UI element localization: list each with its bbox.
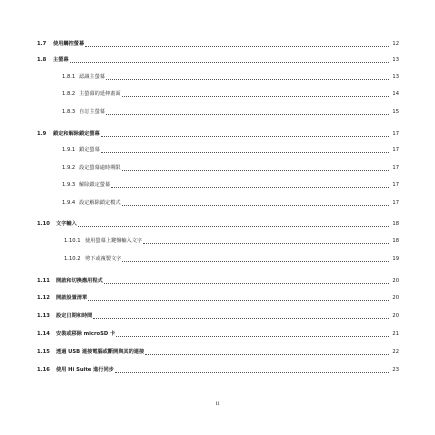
toc-entry-title: 設定日期和時間 — [56, 313, 93, 319]
toc-entry-number: 1.11 — [37, 278, 50, 284]
dot-leader — [106, 79, 389, 80]
toc-entry-page-number: 20 — [392, 278, 399, 284]
toc-entry — [0, 106, 435, 118]
dot-leader — [85, 46, 389, 47]
toc-entry-page-number: 13 — [392, 74, 399, 80]
toc-entry-number: 1.10 — [37, 221, 50, 227]
toc-entry — [0, 128, 435, 140]
toc-entry-title: 安裝或移除 microSD 卡 — [56, 331, 116, 337]
toc-entry-number: 1.8.1 — [62, 74, 76, 80]
toc-entry-title: 主螢幕 — [53, 57, 69, 63]
toc-entry-number: 1.15 — [37, 349, 50, 355]
toc-entry-number: 1.8.3 — [62, 109, 76, 115]
toc-entry-number: 1.9.2 — [62, 165, 76, 171]
toc-entry-number: 1.9.3 — [62, 182, 76, 188]
toc-entry — [0, 71, 435, 83]
toc-entry-title: 主螢幕的延伸畫面 — [79, 91, 121, 97]
toc-entry-title: 使用 Hi Suite 進行同步 — [56, 367, 114, 373]
toc-entry-page-number: 15 — [392, 109, 399, 115]
dot-leader — [116, 336, 389, 337]
toc-entry-title: 設定螢幕逾時期限 — [79, 165, 121, 171]
toc-entry-page-number: 23 — [392, 367, 399, 373]
toc-entry-page-number: 14 — [392, 91, 399, 97]
dot-leader — [122, 170, 389, 171]
toc-entry — [0, 38, 435, 50]
toc-entry-page-number: 20 — [392, 313, 399, 319]
toc-entry-title: 開啟設置清單 — [56, 295, 88, 301]
toc-entry-title: 認識主螢幕 — [79, 74, 105, 80]
toc-entry-number: 1.13 — [37, 313, 50, 319]
toc-entry-title: 使用觸控螢幕 — [53, 41, 85, 47]
toc-entry-number: 1.10.2 — [64, 256, 81, 262]
toc-entry-page-number: 18 — [392, 238, 399, 244]
toc-entry-title: 自訂主螢幕 — [79, 109, 105, 115]
dot-leader — [122, 96, 389, 97]
toc-entry — [0, 88, 435, 100]
toc-entry-page-number: 21 — [392, 331, 399, 337]
toc-entry-page-number: 17 — [392, 182, 399, 188]
toc-entry-title: 鎖定和解除鎖定螢幕 — [53, 131, 100, 137]
toc-entry-page-number: 17 — [392, 165, 399, 171]
toc-entry — [0, 218, 435, 230]
toc-entry-number: 1.8.2 — [62, 91, 76, 97]
toc-entry-number: 1.8 — [37, 57, 47, 63]
toc-entry — [0, 346, 435, 358]
toc-entry-page-number: 17 — [392, 147, 399, 153]
toc-entry-page-number: 20 — [392, 295, 399, 301]
toc-entry-number: 1.9.1 — [62, 147, 76, 153]
toc-entry-title: 透過 USB 連接電腦或斷開與其的連接 — [56, 349, 145, 355]
dot-leader — [111, 187, 389, 188]
toc-entry — [0, 162, 435, 174]
toc-entry-number: 1.7 — [37, 41, 47, 47]
toc-entry-number: 1.10.1 — [64, 238, 81, 244]
page-number-footer: ii — [215, 401, 220, 407]
dot-leader — [122, 261, 389, 262]
toc-entry-page-number: 12 — [392, 41, 399, 47]
toc-entry-page-number: 22 — [392, 349, 399, 355]
toc-entry — [0, 54, 435, 66]
toc-entry-number: 1.9 — [37, 131, 47, 137]
toc-entry-title: 解除鎖定螢幕 — [79, 182, 111, 188]
toc-entry-page-number: 17 — [392, 131, 399, 137]
toc-entry-page-number: 19 — [392, 256, 399, 262]
dot-leader — [101, 152, 389, 153]
toc-entry-title: 設定解除鎖定模式 — [79, 200, 121, 206]
toc-entry — [0, 179, 435, 191]
toc-entry — [0, 235, 435, 247]
dot-leader — [115, 372, 389, 373]
toc-entry-number: 1.9.4 — [62, 200, 76, 206]
dot-leader — [106, 114, 389, 115]
dot-leader — [104, 283, 389, 284]
dot-leader — [88, 300, 389, 301]
toc-entry-number: 1.14 — [37, 331, 50, 337]
toc-entry — [0, 253, 435, 265]
dot-leader — [78, 226, 389, 227]
toc-entry — [0, 328, 435, 340]
toc-entry — [0, 292, 435, 304]
toc-entry — [0, 364, 435, 376]
toc-entry-title: 文字輸入 — [56, 221, 77, 227]
dot-leader — [145, 354, 389, 355]
toc-entry-page-number: 17 — [392, 200, 399, 206]
toc-entry — [0, 310, 435, 322]
dot-leader — [143, 243, 389, 244]
dot-leader — [70, 62, 389, 63]
toc-entry-number: 1.12 — [37, 295, 50, 301]
dot-leader — [122, 205, 389, 206]
toc-entry-number: 1.16 — [37, 367, 50, 373]
toc-entry — [0, 197, 435, 209]
toc-entry-title: 剪下或複製文字 — [85, 256, 122, 262]
dot-leader — [101, 136, 389, 137]
toc-entry — [0, 275, 435, 287]
toc-entry-title: 鎖定螢幕 — [79, 147, 100, 153]
dot-leader — [93, 318, 389, 319]
toc-entry-page-number: 18 — [392, 221, 399, 227]
toc-entry-title: 開啟和切換應用程式 — [56, 278, 103, 284]
toc-entry-page-number: 13 — [392, 57, 399, 63]
toc-entry-title: 使用螢幕上鍵盤輸入文字 — [85, 238, 143, 244]
toc-entry — [0, 144, 435, 156]
